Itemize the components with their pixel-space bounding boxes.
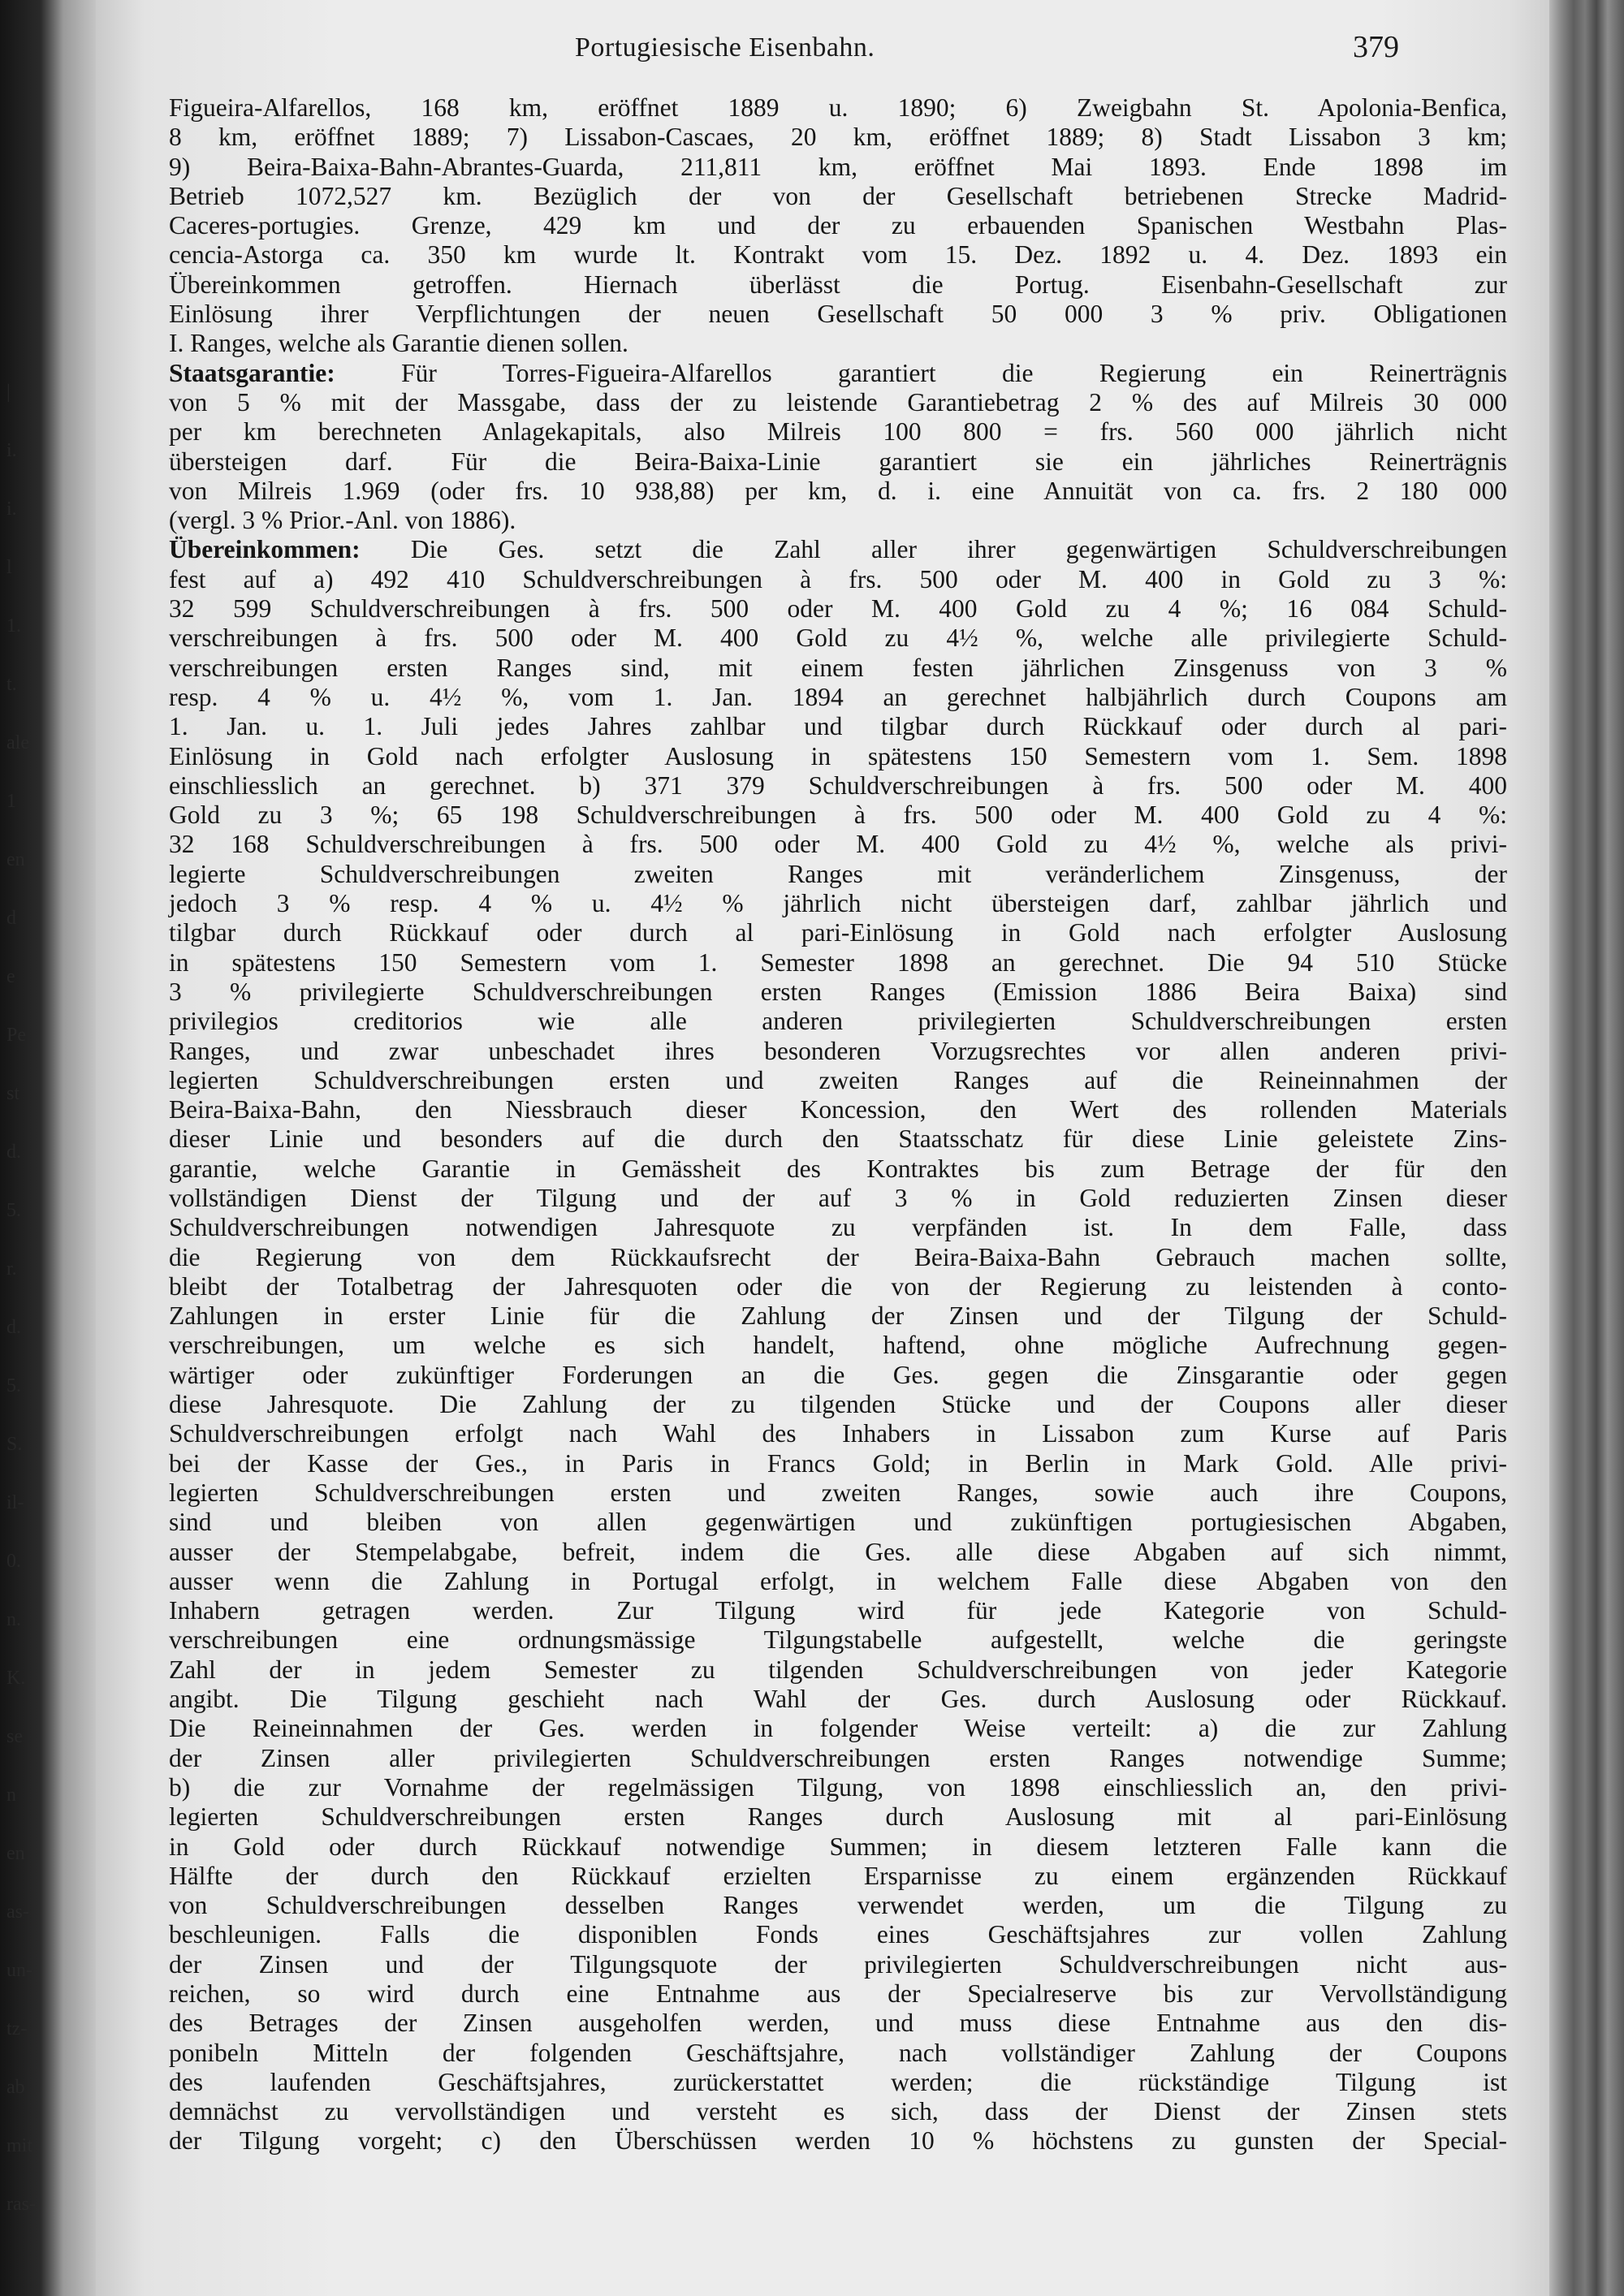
bleed-fragment: as- <box>6 1901 29 1923</box>
text-line: 8 km, eröffnet 1889; 7) Lissabon-Cascaes, 20 km, eröffnet 1889; 8) Stadt Lissabon 3 km; <box>169 123 1507 152</box>
running-header <box>96 32 1549 73</box>
text-line: per km berechneten Anlagekapitals, also Milreis 100 800 = frs. 560 000 jährlich nicht <box>169 417 1507 447</box>
text-line: Gold zu 3 %; 65 198 Schuldverschreibungen à frs. 500 oder M. 400 Gold zu 4 %: <box>169 801 1507 830</box>
text-line: legierte Schuldverschreibungen zweiten Ranges mit veränderlichem Zinsgenuss, der <box>169 859 1507 888</box>
text-line: Zahl der in jedem Semester zu tilgenden Schuldverschreibungen von jeder Kategorie <box>169 1655 1507 1684</box>
text-line: 3 % privilegierte Schuldverschreibungen ersten Ranges (Emission 1886 Beira Baixa) sind <box>169 977 1507 1006</box>
text-line: Schuldverschreibungen erfolgt nach Wahl des Inhabers in Lissabon zum Kurse auf Paris <box>169 1419 1507 1448</box>
bleed-fragment: n. <box>6 1609 21 1630</box>
section-heading: Übereinkommen: <box>169 535 361 564</box>
text-line: angibt. Die Tilgung geschieht nach Wahl der Ges. durch Auslosung oder Rückkauf. <box>169 1685 1507 1714</box>
text-line: dieser Linie und besonders auf die durch den Staatsschatz für diese Linie geleistete Zins- <box>169 1124 1507 1154</box>
bleed-fragment: d. <box>6 1317 21 1338</box>
text-line: Caceres-portugies. Grenze, 429 km und der zu erbauenden Spanischen Westbahn Plas- <box>169 211 1507 240</box>
text-line: Betrieb 1072,527 km. Bezüglich der von der Gesellschaft betriebenen Strecke Madrid- <box>169 181 1507 210</box>
text-line: Einlösung ihrer Verpflichtungen der neuen Gesellschaft 50 000 3 % priv. Obligationen <box>169 300 1507 329</box>
text-line: verschreibungen, um welche es sich handelt, haftend, ohne mögliche Aufrechnung gegen- <box>169 1331 1507 1360</box>
bleed-fragment: Pe <box>6 1025 26 1046</box>
text-line: Zahlungen in erster Linie für die Zahlung der Zinsen und der Tilgung der Schuld- <box>169 1301 1507 1331</box>
bleed-fragment: K. <box>6 1668 26 1689</box>
text-line: ausser wenn die Zahlung in Portugal erfolgt, in welchem Falle diese Abgaben von den <box>169 1566 1507 1595</box>
bleed-fragment: se <box>6 1726 23 1747</box>
text-line: b) die zur Vornahme der regelmässigen Tilgung, von 1898 einschliesslich an, den privi- <box>169 1772 1507 1802</box>
text-line: ausser der Stempelabgabe, befreit, indem die Ges. alle diese Abgaben auf sich nimmt, <box>169 1537 1507 1566</box>
text-line: garantie, welche Garantie in Gemässheit des Kontraktes bis zum Betrage der für den <box>169 1154 1507 1183</box>
bleed-fragment: tz- <box>6 2018 28 2039</box>
bleed-fragment: t. <box>6 674 17 695</box>
book-page <box>96 0 1549 2296</box>
text-line: der Zinsen und der Tilgungsquote der privilegierten Schuldverschreibungen nicht aus- <box>169 1949 1507 1979</box>
bleed-fragment: d. <box>6 1142 21 1163</box>
bleed-fragment: e <box>6 966 15 987</box>
text-line: von Milreis 1.969 (oder frs. 10 938,88) per km, d. i. eine Annuität von ca. frs. 2 180 000 <box>169 476 1507 505</box>
text-line: vollständigen Dienst der Tilgung und der auf 3 % in Gold reduzierten Zinsen dieser <box>169 1183 1507 1212</box>
text-line: Ranges, und zwar unbeschadet ihres besonderen Vorzugsrechtes vor allen anderen privi- <box>169 1036 1507 1065</box>
text-line: Inhabern getragen werden. Zur Tilgung wird für jede Kategorie von Schuld- <box>169 1596 1507 1625</box>
text-line: reichen, so wird durch eine Entnahme aus der Specialreserve bis zur Vervollständigung <box>169 1979 1507 2008</box>
bleed-fragment: ale <box>6 732 29 753</box>
text-line: demnächst zu vervollständigen und versteht es sich, dass der Dienst der Zinsen stets <box>169 2097 1507 2126</box>
bleed-fragment: en <box>6 1843 25 1864</box>
text-line: von Schuldverschreibungen desselben Ranges verwendet werden, um die Tilgung zu <box>169 1891 1507 1920</box>
text-line: tilgbar durch Rückkauf oder durch al pari-Einlösung in Gold nach erfolgter Auslosung <box>169 918 1507 947</box>
bleed-fragment: un- <box>6 1960 32 1981</box>
text-line: fest auf a) 492 410 Schuldverschreibungen à frs. 500 oder M. 400 in Gold zu 3 %: <box>169 564 1507 593</box>
bleed-fragment: 5. <box>6 1375 21 1396</box>
text-line: diese Jahresquote. Die Zahlung der zu tilgenden Stücke und der Coupons aller dieser <box>169 1390 1507 1419</box>
bleed-fragment: il- <box>6 1492 24 1513</box>
text-line: 1. Jan. u. 1. Juli jedes Jahres zahlbar und tilgbar durch Rückkauf oder durch al pari- <box>169 712 1507 741</box>
text-line: (vergl. 3 % Prior.-Anl. von 1886). <box>169 506 516 535</box>
text-line: des laufenden Geschäftsjahres, zurückerstattet werden; die rückständige Tilgung ist <box>169 2067 1507 2096</box>
text-line: Schuldverschreibungen notwendigen Jahresquote zu verpfänden ist. In dem Falle, dass <box>169 1213 1507 1242</box>
text-line: wärtiger oder zukünftiger Forderungen an die Ges. gegen die Zinsgarantie oder gegen <box>169 1360 1507 1389</box>
text-line: Hälfte der durch den Rückkauf erzielten Ersparnisse zu einem ergänzenden Rückkauf <box>169 1861 1507 1890</box>
text-line: legierten Schuldverschreibungen ersten und zweiten Ranges, sowie auch ihre Coupons, <box>169 1478 1507 1507</box>
bleed-fragment: 5. <box>6 1200 21 1221</box>
text-line: Einlösung in Gold nach erfolgter Auslosung in spätestens 150 Semestern vom 1. Sem. 1898 <box>169 741 1507 770</box>
facing-page-bleed <box>0 0 96 2296</box>
text-line: verschreibungen eine ordnungsmässige Tilgungstabelle aufgestellt, welche die geringste <box>169 1625 1507 1655</box>
text-line: Die Reineinnahmen der Ges. werden in folgender Weise verteilt: a) die zur Zahlung <box>169 1714 1507 1743</box>
text-line: die Regierung von dem Rückkaufsrecht der Beira-Baixa-Bahn Gebrauch machen sollte, <box>169 1242 1507 1271</box>
text-line: sind und bleiben von allen gegenwärtigen und zukünftigen portugiesischen Abgaben, <box>169 1508 1507 1537</box>
text-line: resp. 4 % u. 4½ %, vom 1. Jan. 1894 an gerechnet halbjährlich durch Coupons am <box>169 682 1507 711</box>
bleed-fragment: l <box>6 557 12 578</box>
text-line: 32 168 Schuldverschreibungen à frs. 500 oder M. 400 Gold zu 4½ %, welche als privi- <box>169 830 1507 859</box>
text-line: der Zinsen aller privilegierten Schuldverschreibungen ersten Ranges notwendige Summe; <box>169 1743 1507 1772</box>
text-line: Staatsgarantie: Für Torres-Figueira-Alfarellos garantiert die Regierung ein Reinerträgnis <box>169 358 1507 387</box>
bleed-fragment: 1 <box>6 791 16 812</box>
bleed-fragment: n <box>6 1785 16 1806</box>
text-line: von 5 % mit der Massgabe, dass der zu leistende Garantiebetrag 2 % des auf Milreis 30 000 <box>169 387 1507 416</box>
bleed-fragment: i. <box>6 498 17 520</box>
bleed-fragment: 0. <box>6 1551 21 1572</box>
text-line: in Gold oder durch Rückkauf notwendige Summen; in diesem letzteren Falle kann die <box>169 1832 1507 1861</box>
bleed-fragment: ab <box>6 2077 25 2098</box>
running-title: Portugiesische Eisenbahn. <box>575 32 875 63</box>
bleed-fragment: | <box>6 382 11 403</box>
bleed-fragment: mit <box>6 2135 33 2156</box>
text-line: Übereinkommen: Die Ges. setzt die Zahl aller ihrer gegenwärtigen Schuldverschreibungen <box>169 535 1507 564</box>
text-line: des Betrages der Zinsen ausgeholfen werden, und muss diese Entnahme aus den dis- <box>169 2009 1507 2038</box>
text-line: Figueira-Alfarellos, 168 km, eröffnet 1889 u. 1890; 6) Zweigbahn St. Apolonia-Benfica, <box>169 93 1507 122</box>
body-text <box>169 93 1507 2156</box>
text-line: 9) Beira-Baixa-Bahn-Abrantes-Guarda, 211,811 km, eröffnet Mai 1893. Ende 1898 im <box>169 152 1507 181</box>
text-line: jedoch 3 % resp. 4 % u. 4½ % jährlich nicht übersteigen darf, zahlbar jährlich und <box>169 889 1507 918</box>
text-line: beschleunigen. Falls die disponiblen Fonds eines Geschäftsjahres zur vollen Zahlung <box>169 1920 1507 1949</box>
bleed-fragment: i. <box>6 440 17 461</box>
text-line: legierten Schuldverschreibungen ersten und zweiten Ranges auf die Reineinnahmen der <box>169 1065 1507 1094</box>
page-number: 379 <box>1353 30 1399 64</box>
text-line: bleibt der Totalbetrag der Jahresquoten oder die von der Regierung zu leistenden à conto- <box>169 1271 1507 1301</box>
text-line: cencia-Astorga ca. 350 km wurde lt. Kontrakt vom 15. Dez. 1892 u. 4. Dez. 1893 ein <box>169 240 1507 270</box>
bleed-fragment: ras- <box>6 2194 36 2215</box>
text-line: übersteigen darf. Für die Beira-Baixa-Linie garantiert sie ein jährliches Reinerträgnis <box>169 447 1507 476</box>
section-heading: Staatsgarantie: <box>169 358 335 387</box>
text-line: Übereinkommen getroffen. Hiernach überlässt die Portug. Eisenbahn-Gesellschaft zur <box>169 270 1507 299</box>
text-line: ponibeln Mitteln der folgenden Geschäftsjahre, nach vollständiger Zahlung der Coupons <box>169 2038 1507 2067</box>
text-line: der Tilgung vorgeht; c) den Überschüssen werden 10 % höchstens zu gunsten der Special- <box>169 2126 1507 2156</box>
text-line: in spätestens 150 Semestern vom 1. Semester 1898 an gerechnet. Die 94 510 Stücke <box>169 947 1507 977</box>
text-line: privilegios creditorios wie alle anderen privilegierten Schuldverschreibungen ersten <box>169 1007 1507 1036</box>
bleed-fragment: S. <box>6 1434 23 1455</box>
bleed-fragment: r. <box>6 1258 17 1280</box>
bleed-fragment: en <box>6 849 25 870</box>
text-line: Beira-Baixa-Bahn, den Niessbrauch dieser Koncession, den Wert des rollenden Materials <box>169 1095 1507 1124</box>
text-line: verschreibungen ersten Ranges sind, mit einem festen jährlichen Zinsgenuss von 3 % <box>169 653 1507 682</box>
text-line: verschreibungen à frs. 500 oder M. 400 Gold zu 4½ %, welche alle privilegierte Schuld- <box>169 624 1507 653</box>
bleed-fragment: d <box>6 908 16 929</box>
bleed-fragment: st <box>6 1083 20 1104</box>
page-edge-stack <box>1549 0 1624 2296</box>
bleed-fragment: 1. <box>6 615 21 637</box>
text-line: 32 599 Schuldverschreibungen à frs. 500 oder M. 400 Gold zu 4 %; 16 084 Schuld- <box>169 594 1507 624</box>
text-line: einschliesslich an gerechnet. b) 371 379 Schuldverschreibungen à frs. 500 oder M. 400 <box>169 770 1507 800</box>
text-line: bei der Kasse der Ges., in Paris in Francs Gold; in Berlin in Mark Gold. Alle privi- <box>169 1448 1507 1478</box>
text-line: I. Ranges, welche als Garantie dienen sollen. <box>169 329 628 358</box>
text-line: legierten Schuldverschreibungen ersten Ranges durch Auslosung mit al pari-Einlösung <box>169 1802 1507 1832</box>
